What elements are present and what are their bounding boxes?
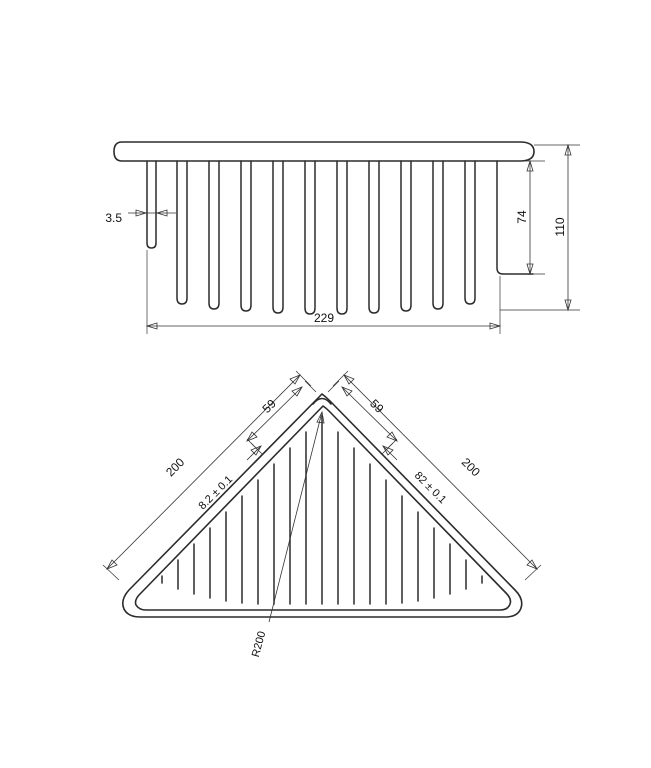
dimension-plan-radius xyxy=(250,412,324,658)
front-top-rail xyxy=(114,142,534,161)
front-wire-left-short xyxy=(147,161,156,248)
dimension-plan-right-overall-label: 200 xyxy=(458,455,483,480)
dimension-wire-diameter xyxy=(105,210,176,225)
dimension-front-total-height xyxy=(500,145,580,310)
plan-wire-group xyxy=(162,416,482,604)
dimension-plan-left-overall xyxy=(103,371,311,580)
dimension-plan-left-inner-label: 59 xyxy=(259,396,279,416)
front-wire-group xyxy=(177,161,475,314)
dimension-plan-right-inner-label: 59 xyxy=(367,396,387,416)
dimension-plan-right-overall xyxy=(333,371,541,580)
dimension-wire-diameter-label: 3.5 xyxy=(105,211,122,225)
dimension-front-width-label: 229 xyxy=(313,311,335,325)
plan-view xyxy=(103,371,541,658)
dimension-front-total-height-label: 110 xyxy=(553,217,567,237)
dimension-plan-left-overall-label: 200 xyxy=(163,455,188,480)
dimension-front-inner-height-label: 74 xyxy=(515,210,529,224)
dimension-plan-right-tolerance xyxy=(382,443,448,506)
dimension-plan-right-tolerance-label: 82 ± 0.1 xyxy=(411,469,449,507)
dimension-plan-left-tolerance-label: 8.2 ± 0.1 xyxy=(196,473,236,513)
front-elevation-view xyxy=(105,142,580,334)
dimension-front-width xyxy=(147,250,500,334)
dimension-plan-radius-label: R200 xyxy=(249,629,269,659)
dimension-front-inner-height xyxy=(500,161,545,274)
